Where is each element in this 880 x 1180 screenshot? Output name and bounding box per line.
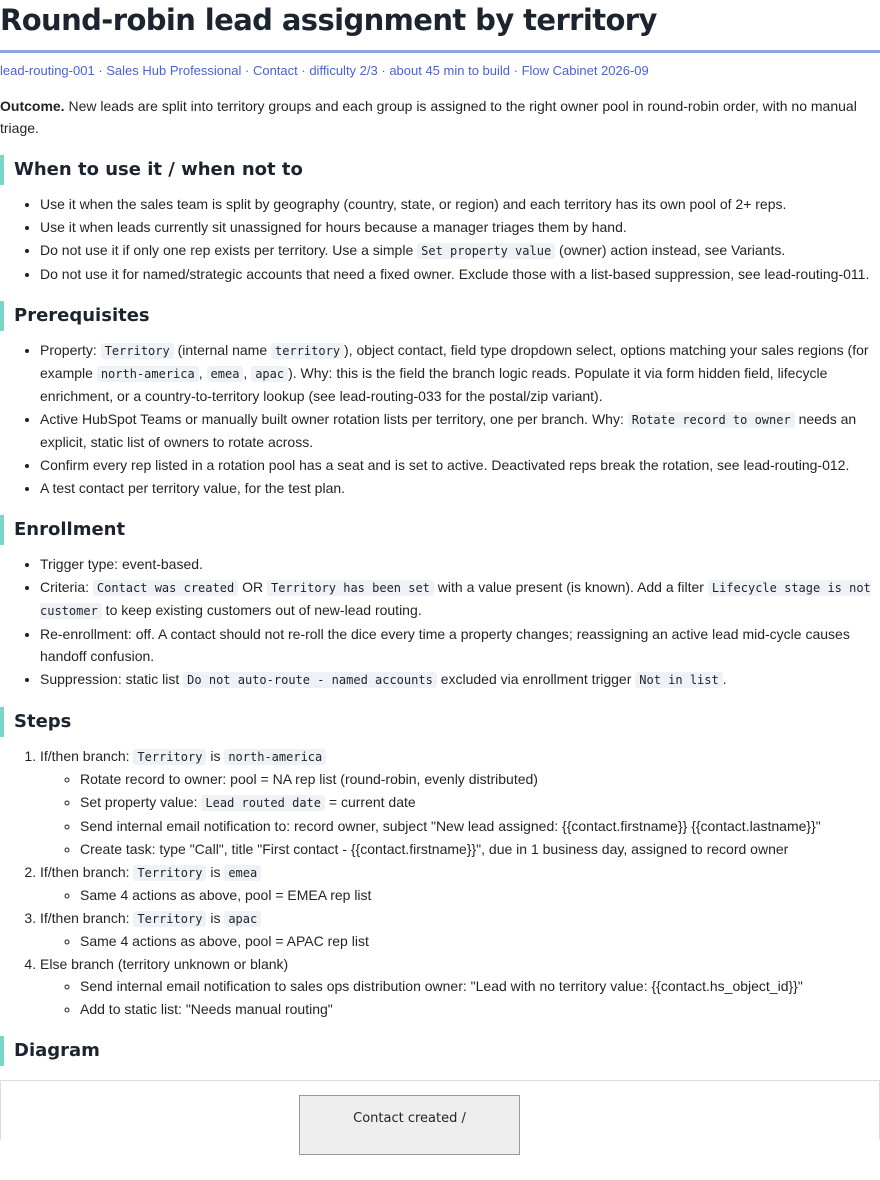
meta-sep: ·: [241, 63, 253, 78]
sub-list: [40, 975, 880, 1020]
list-item: • A test contact per territory value, for the test plan.: [40, 477, 880, 499]
code-snippet: apac: [224, 911, 261, 927]
meta-sep: ·: [297, 63, 310, 78]
list-item: [40, 408, 880, 453]
meta-sep: ·: [94, 63, 107, 78]
text: OR: [238, 579, 267, 595]
code-snippet: north-america: [97, 366, 199, 382]
meta-sep: ·: [510, 63, 522, 78]
code-snippet: north-america: [224, 749, 326, 765]
outcome-label: Outcome.: [0, 98, 65, 114]
text: with a value present (is known). Add a filter: [433, 579, 708, 595]
text: ,: [198, 365, 207, 381]
step-item: [40, 861, 880, 906]
text: Property:: [40, 342, 101, 358]
text: Suppression: static list: [40, 671, 184, 687]
sub-item: ◦ Rotate record to owner: pool = NA rep list (round-robin, evenly distributed): [80, 768, 880, 790]
meta-id-link[interactable]: lead-routing-001: [0, 63, 95, 78]
code-snippet: Not in list: [635, 672, 722, 688]
code-snippet: Rotate record to owner: [628, 412, 795, 428]
meta-source-link[interactable]: Flow Cabinet 2026-09: [521, 63, 649, 78]
text: If/then branch:: [40, 910, 134, 926]
sub-item: ◦ Add to static list: "Needs manual routing": [80, 998, 880, 1020]
sub-list: [40, 884, 880, 906]
section-heading-steps: Steps: [0, 707, 880, 737]
outcome-text: New leads are split into territory groups and each group is assigned to the right owner pool in round-robin order, with no manual triage.: [0, 98, 857, 136]
text: ,: [243, 365, 252, 381]
outcome-paragraph: [0, 95, 880, 139]
code-snippet: apac: [251, 366, 288, 382]
text: is: [206, 864, 225, 880]
list-item: [40, 239, 880, 262]
code-snippet: Territory: [101, 343, 174, 359]
diagram-node-start: Contact created /: [299, 1095, 520, 1155]
text: Active HubSpot Teams or manually built owner rotation lists per territory, one per branch. Why:: [40, 411, 628, 427]
code-snippet: Territory: [133, 865, 206, 881]
text: is: [206, 748, 225, 764]
text: (owner) action instead, see Variants.: [555, 242, 786, 258]
section-heading-prerequisites: Prerequisites: [0, 301, 880, 331]
text: = current date: [325, 794, 416, 810]
page-title: Round-robin lead assignment by territory: [0, 0, 880, 53]
list-item: • Trigger type: event-based.: [40, 553, 880, 575]
code-snippet: territory: [271, 343, 344, 359]
section-heading-enrollment: Enrollment: [0, 515, 880, 545]
code-snippet: Territory has been set: [267, 580, 434, 596]
code-snippet: Territory: [133, 749, 206, 765]
text: Criteria:: [40, 579, 93, 595]
sub-item: ◦ Create task: type "Call", title "First contact - {{contact.firstname}}", due in 1 business day, assigned to record owner: [80, 838, 880, 860]
meta-hub-link[interactable]: Sales Hub Professional: [106, 63, 242, 78]
when-list: [0, 193, 880, 285]
section-heading-diagram: Diagram: [0, 1036, 880, 1066]
sub-item: ◦ Same 4 actions as above, pool = APAC rep list: [80, 930, 880, 952]
section-heading-when: When to use it / when not to: [0, 155, 880, 185]
code-snippet: Lead routed date: [201, 795, 325, 811]
step-item: [40, 953, 880, 1020]
code-snippet: Lifecycle stage is not customer: [40, 581, 871, 618]
steps-list: [0, 745, 880, 1020]
code-snippet: Territory: [133, 911, 206, 927]
code-snippet: emea: [224, 865, 261, 881]
text: Do not use it if only one rep exists per territory. Use a simple: [40, 242, 418, 258]
sub-item: [80, 791, 880, 814]
list-item: • Use it when the sales team is split by geography (country, state, or region) and each territory has its own pool of 2+ reps.: [40, 193, 880, 215]
code-snippet: Contact was created: [93, 580, 238, 596]
sub-list: [40, 930, 880, 952]
flow-diagram: [0, 1080, 880, 1140]
step-item: [40, 907, 880, 952]
prereq-list: [0, 339, 880, 499]
step-item: [40, 745, 880, 860]
text: (internal name: [173, 342, 272, 358]
list-item: • Re-enrollment: off. A contact should not re-roll the dice every time a property changes; reassigning an active lead mid-cycle causes handoff confusion.: [40, 623, 880, 667]
text: .: [722, 671, 727, 687]
list-item: [40, 576, 880, 622]
code-snippet: Do not auto-route - named accounts: [183, 672, 437, 688]
meta-line: [0, 61, 880, 81]
list-item: [40, 668, 880, 691]
text: to keep existing customers out of new-lead routing.: [101, 602, 422, 618]
sub-item: ◦ Same 4 actions as above, pool = EMEA rep list: [80, 884, 880, 906]
list-item: [40, 339, 880, 407]
text: If/then branch:: [40, 748, 134, 764]
text: needs an explicit, static list of owners to rotate across.: [40, 411, 857, 450]
code-snippet: emea: [207, 366, 244, 382]
text: Set property value:: [80, 794, 202, 810]
sub-item: ◦ Send internal email notification to sales ops distribution owner: "Lead with no territory value: {{contact.hs_object_id}}": [80, 975, 880, 997]
text: is: [206, 910, 225, 926]
text: ). Why: this is the field the branch logic reads. Populate it via form hidden field, lifecycle enrichment, or a country-to-territory lookup (see lead-routing-033 for the postal/zip variant).: [40, 365, 828, 404]
enroll-list: [0, 553, 880, 691]
text: If/then branch:: [40, 864, 134, 880]
sub-item: ◦ Send internal email notification to: record owner, subject "New lead assigned: {{contact.firstname}} {{contact.lastname}}": [80, 815, 880, 837]
text: excluded via enrollment trigger: [436, 671, 636, 687]
sub-list: [40, 768, 880, 860]
list-item: • Use it when leads currently sit unassigned for hours because a manager triages them by hand.: [40, 216, 880, 238]
meta-difficulty: difficulty 2/3: [309, 63, 378, 78]
list-item: • Do not use it for named/strategic accounts that need a fixed owner. Exclude those with a list-based suppression, see lead-routing-011.: [40, 263, 880, 285]
meta-duration: about 45 min to build: [389, 63, 511, 78]
text: Else branch (territory unknown or blank): [40, 956, 289, 972]
code-snippet: Set property value: [417, 243, 555, 259]
text: ), object contact, field type dropdown select, options matching your sales regions (for example: [40, 342, 869, 381]
meta-sep: ·: [377, 63, 390, 78]
list-item: • Confirm every rep listed in a rotation pool has a seat and is set to active. Deactivated reps break the rotation, see lead-routing-012.: [40, 454, 880, 476]
meta-object-link[interactable]: Contact: [252, 63, 298, 78]
